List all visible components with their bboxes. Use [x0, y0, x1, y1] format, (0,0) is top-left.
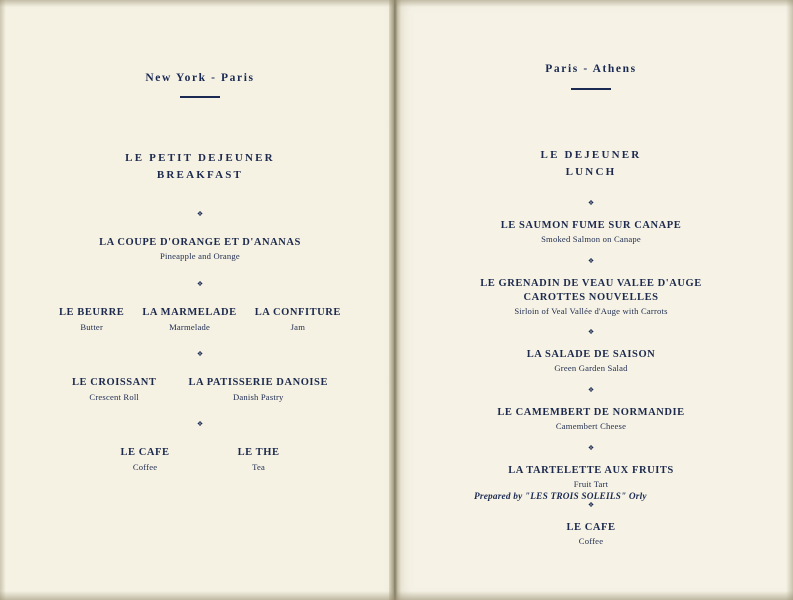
right-course-2: [408, 277, 774, 317]
dish-name-en: Green Garden Salad: [554, 363, 628, 374]
book-gutter: [389, 0, 401, 600]
dish-name-en: Fruit Tart: [573, 478, 609, 489]
dish-name-en: Tea: [252, 461, 265, 472]
dish-name-en: Camembert Cheese: [555, 420, 627, 431]
dish-name-fr: LE CROISSANT: [71, 376, 157, 388]
ornament-diamond-icon: ❖: [196, 419, 204, 428]
left-meal-title-en: BREAKFAST: [156, 169, 244, 181]
page-edge-left: [0, 0, 6, 600]
menu-item: [246, 306, 350, 332]
right-meal-title-fr: LE DEJEUNER: [540, 149, 642, 161]
dish-name-en: Pineapple and Orange: [160, 251, 240, 261]
left-meal-title-fr: LE PETIT DEJEUNER: [125, 152, 275, 164]
left-course-3: [20, 376, 380, 402]
prepared-by-credit: Prepared by "LES TROIS SOLEILS" Orly: [474, 492, 647, 502]
dish-name-fr: LE GRENADIN DE VEAU VALEE D'AUGE: [480, 277, 702, 289]
dish-name-fr: LE CAMEMBERT DE NORMANDIE: [497, 406, 685, 418]
right-course-3: [408, 348, 774, 374]
ornament-diamond-icon: ❖: [587, 501, 595, 510]
left-course-1: [20, 236, 380, 262]
dish-name-en: Danish Pastry: [232, 391, 284, 402]
dish-name-en: Coffee: [578, 536, 604, 547]
left-page-content: [20, 0, 380, 600]
menu-item: [87, 446, 204, 472]
menu-item: [204, 446, 314, 472]
left-course-2: [20, 306, 380, 332]
dish-name-fr: LA TARTELETTE AUX FRUITS: [508, 464, 674, 476]
dish-name-fr: LA COUPE D'ORANGE ET D'ANANAS: [99, 237, 301, 248]
menu-item: [50, 306, 133, 332]
right-meal-title-en: LUNCH: [565, 166, 617, 178]
dish-name-fr-line2: CAROTTES NOUVELLES: [523, 291, 659, 303]
menu-item: [133, 306, 245, 332]
ornament-diamond-icon: ❖: [196, 349, 204, 358]
dish-name-en: Coffee: [132, 461, 158, 472]
dish-name-fr: LA PATISSERIE DANOISE: [188, 376, 329, 388]
right-course-5: [408, 464, 774, 490]
ornament-diamond-icon: ❖: [196, 279, 204, 288]
dish-name-en: Marmelade: [169, 321, 211, 332]
dish-name-fr: LE CAFE: [120, 446, 170, 458]
ornament-diamond-icon: ❖: [587, 328, 595, 337]
dish-name-en: Crescent Roll: [89, 391, 140, 402]
dish-name-en: Jam: [290, 321, 306, 332]
right-course-1: [408, 219, 774, 245]
ornament-diamond-icon: ❖: [587, 256, 595, 265]
ornament-diamond-icon: ❖: [196, 210, 204, 218]
left-course-4: [20, 446, 380, 472]
dish-name-en: Smoked Salmon on Canape: [541, 234, 641, 244]
right-route-heading: Paris - Athens: [545, 63, 637, 75]
ornament-diamond-icon: ❖: [587, 385, 595, 394]
dish-name-fr: LE BEURRE: [59, 306, 125, 318]
dish-name-fr: LA MARMELADE: [142, 306, 237, 318]
ornament-diamond-icon: ❖: [587, 443, 595, 452]
dish-name-fr: LE CAFE: [566, 522, 616, 534]
dish-name-fr: LE THE: [237, 446, 280, 458]
right-page-content: [408, 0, 774, 600]
dish-name-fr: LA CONFITURE: [254, 306, 341, 318]
ornament-diamond-icon: ❖: [587, 199, 595, 207]
right-course-4: [408, 406, 774, 432]
dish-name-fr: LE SAUMON FUME SUR CANAPE: [500, 220, 682, 231]
right-course-6: [408, 521, 774, 547]
menu-item: [172, 376, 344, 402]
dish-name-en: Sirloin of Veal Vallée d'Auge with Carrots: [514, 305, 668, 316]
page-edge-right: [786, 0, 793, 600]
dish-name-en: Butter: [80, 321, 104, 332]
menu-item: [56, 376, 173, 402]
dish-name-fr: LA SALADE DE SAISON: [526, 349, 656, 361]
left-route-heading: New York - Paris: [145, 72, 255, 84]
